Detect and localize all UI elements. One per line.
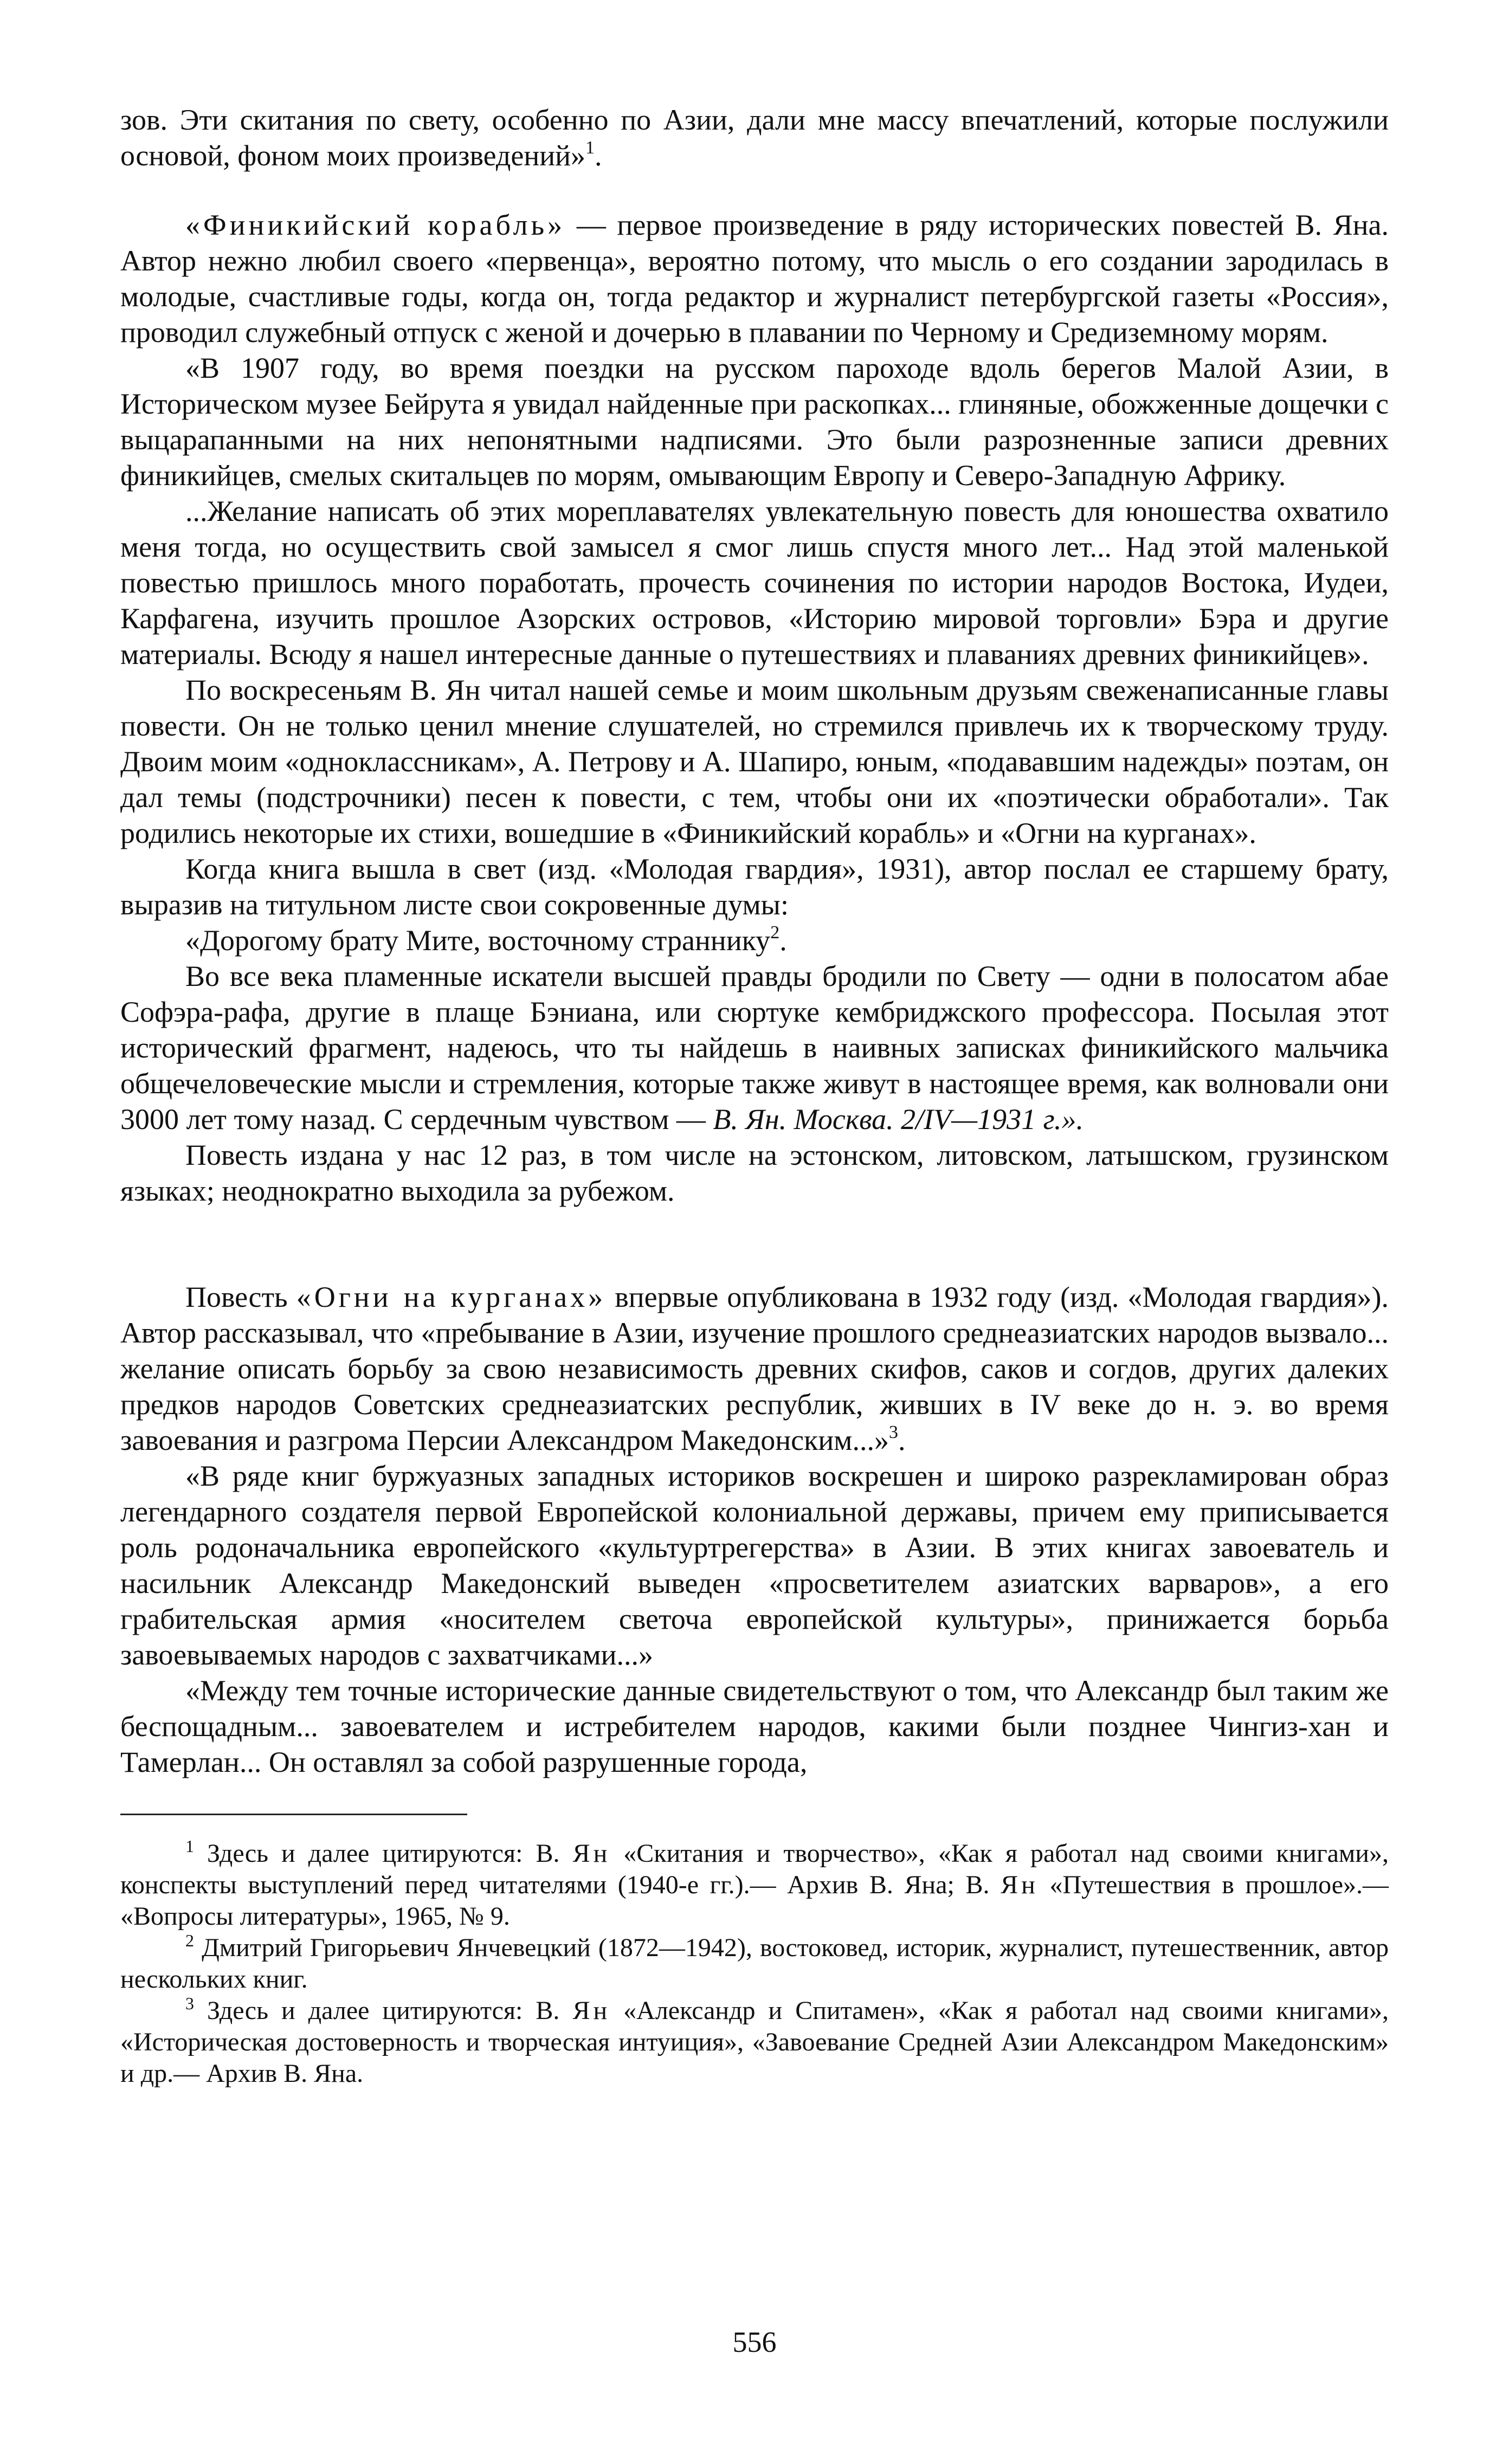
page-number: 556 <box>732 2326 777 2358</box>
footnote-ref-3: 3 <box>888 1422 898 1442</box>
paragraph-fires-on-mounds: Повесть «Огни на курганах» впервые опубликована в 1932 году (изд. «Молодая гвардия»). Автор рассказывал, что «пребывание в Азии, изучение прошлого среднеазиатских народов вызвало... желание описать борьбу за свою независимость древних скифов, саков и согдов, других далеких предков народов Советских среднеазиатских республик, живших в IV веке до н. э. во время завоевания и разгрома Персии Александром Македонским...»$^3$. <box>120 1281 1389 1456</box>
paragraph-phoenician-ship: «Финикийский корабль» — первое произведение в ряду исторических повестей В. Яна. Автор нежно любил своего «первенца», вероятно потому, что мысль о его создании зародилась в молодые, счастливые годы, когда он, тогда редактор и журналист петербургской газеты «Россия», проводил служебный отпуск с женой и дочерью в плавании по Черному и Средиземному морям. <box>120 209 1389 349</box>
footnote-ref-2: 2 <box>770 923 780 943</box>
paragraph-dedication: «Дорогому брату Мите, восточному страннику$^2$. <box>185 923 787 957</box>
paragraph-western-historians: «В ряде книг буржуазных западных историков воскрешен и широко разрекламирован образ легендарного создателя первой Европейской колониальной державы, причем ему приписывается роль родоначальника европейского «культуртрегерства» в Азии. В этих книгах завоеватель и насильник Александр Македонский выведен «просветителем азиатских варваров», а его грабительская армия «носителем светоча европейской культуры», принижается борьба завоевываемых народов с захватчиками...» <box>120 1460 1389 1671</box>
document-page <box>120 102 1389 2089</box>
paragraph-editions: Повесть издана у нас 12 раз, в том числе на эстонском, литовском, латышском, грузинском языках; неоднократно выходила за рубежом. <box>120 1139 1389 1207</box>
paragraph-book-published: Когда книга вышла в свет (изд. «Молодая гвардия», 1931), автор послал ее старшему брату, выразив на титульном листе свои сокровенные думы: <box>120 853 1389 921</box>
paragraph-dedication-body: Во все века пламенные искатели высшей правды бродили по Свету — одни в полосатом абае Софэра-рафа, другие в плаще Бэниана, или сюртуке кембриджского профессора. Посылая этот исторический фрагмент, надеюсь, что ты найдешь в наивных записках финикийского мальчика общечеловеческие мысли и стремления, которые также живут в настоящее время, как волновали они 3000 лет тому назад. С сердечным чувством — В. Ян. Москва. 2/IV—1931 г.». <box>120 960 1389 1136</box>
paragraph-historical-data: «Между тем точные исторические данные свидетельствуют о том, что Александр был таким же беспощадным... завоевателем и истребителем народов, какими были позднее Чингиз-хан и Тамерлан... Он оставлял за собой разрушенные города, <box>120 1674 1389 1778</box>
paragraph-opening: зов. Эти скитания по свету, особенно по Азии, дали мне массу впечатлений, которые послужили основой, фоном моих произведений»$^1$. <box>120 104 1389 172</box>
dedication-signature: В. Ян. Москва. 2/IV—1931 г.». <box>713 1103 1084 1136</box>
footnote-ref-1: 1 <box>585 138 595 158</box>
footnote-3: $^3$ Здесь и далее цитируются: В. Ян «Александр и Спитамен», «Как я работал над своими книгами», «Историческая достоверность и творческая интуиция», «Завоевание Средней Азии Александром Македонским» и др.— Архив В. Яна. <box>120 1994 1389 2088</box>
footnote-divider <box>120 1814 467 1815</box>
footnote-2: $^2$ Дмитрий Григорьевич Янчевецкий (1872—1942), востоковед, историк, журналист, путешественник, автор нескольких книг. <box>120 1931 1389 1994</box>
book-title-phoenician-ship: «Финикийский корабль» <box>185 209 566 241</box>
paragraph-beirut-quote: «В 1907 году, во время поездки на русском пароходе вдоль берегов Малой Азии, в Историческом музее Бейрута я увидал найденные при раскопках... глиняные, обожженные дощечки с выцарапанными на них непонятными надписями. Это были разрозненные записи древних финикийцев, смелых скитальцев по морям, омывающим Европу и Северо-Западную Африку. <box>120 352 1389 492</box>
paragraph-desire-quote: ...Желание написать об этих мореплавателях увлекательную повесть для юношества охватило меня тогда, но осуществить свой замысел я смог лишь спустя много лет... Над этой маленькой повестью пришлось много поработать, прочесть сочинения по истории народов Востока, Иудеи, Карфагена, изучить прошлое Азорских островов, «Историю мировой торговли» Бэра и другие материалы. Всюду я нашел интересные данные о путешествиях и плаваниях древних финикийцев». <box>120 495 1389 670</box>
paragraph-sundays: По воскресеньям В. Ян читал нашей семье и моим школьным друзьям свеженаписанные главы повести. Он не только ценил мнение слушателей, но стремился привлечь их к творческому труду. Двоим моим «одноклассникам», А. Петрову и А. Шапиро, юным, «подававшим надежды» поэтам, он дал темы (подстрочники) песен к повести, с тем, чтобы они их «поэтически обработали». Так родились некоторые их стихи, вошедшие в «Финикийский корабль» и «Огни на курганах». <box>120 674 1389 849</box>
footnote-1: $^1$ Здесь и далее цитируются: В. Ян «Скитания и творчество», «Как я работал над своими книгами», конспекты выступлений перед читателями (1940-е гг.).— Архив В. Яна; В. Ян «Путешествия в прошлое».— «Вопросы литературы», 1965, № 9. <box>120 1836 1389 1931</box>
book-title-fires-on-mounds: «Огни на курганах» <box>296 1281 607 1313</box>
